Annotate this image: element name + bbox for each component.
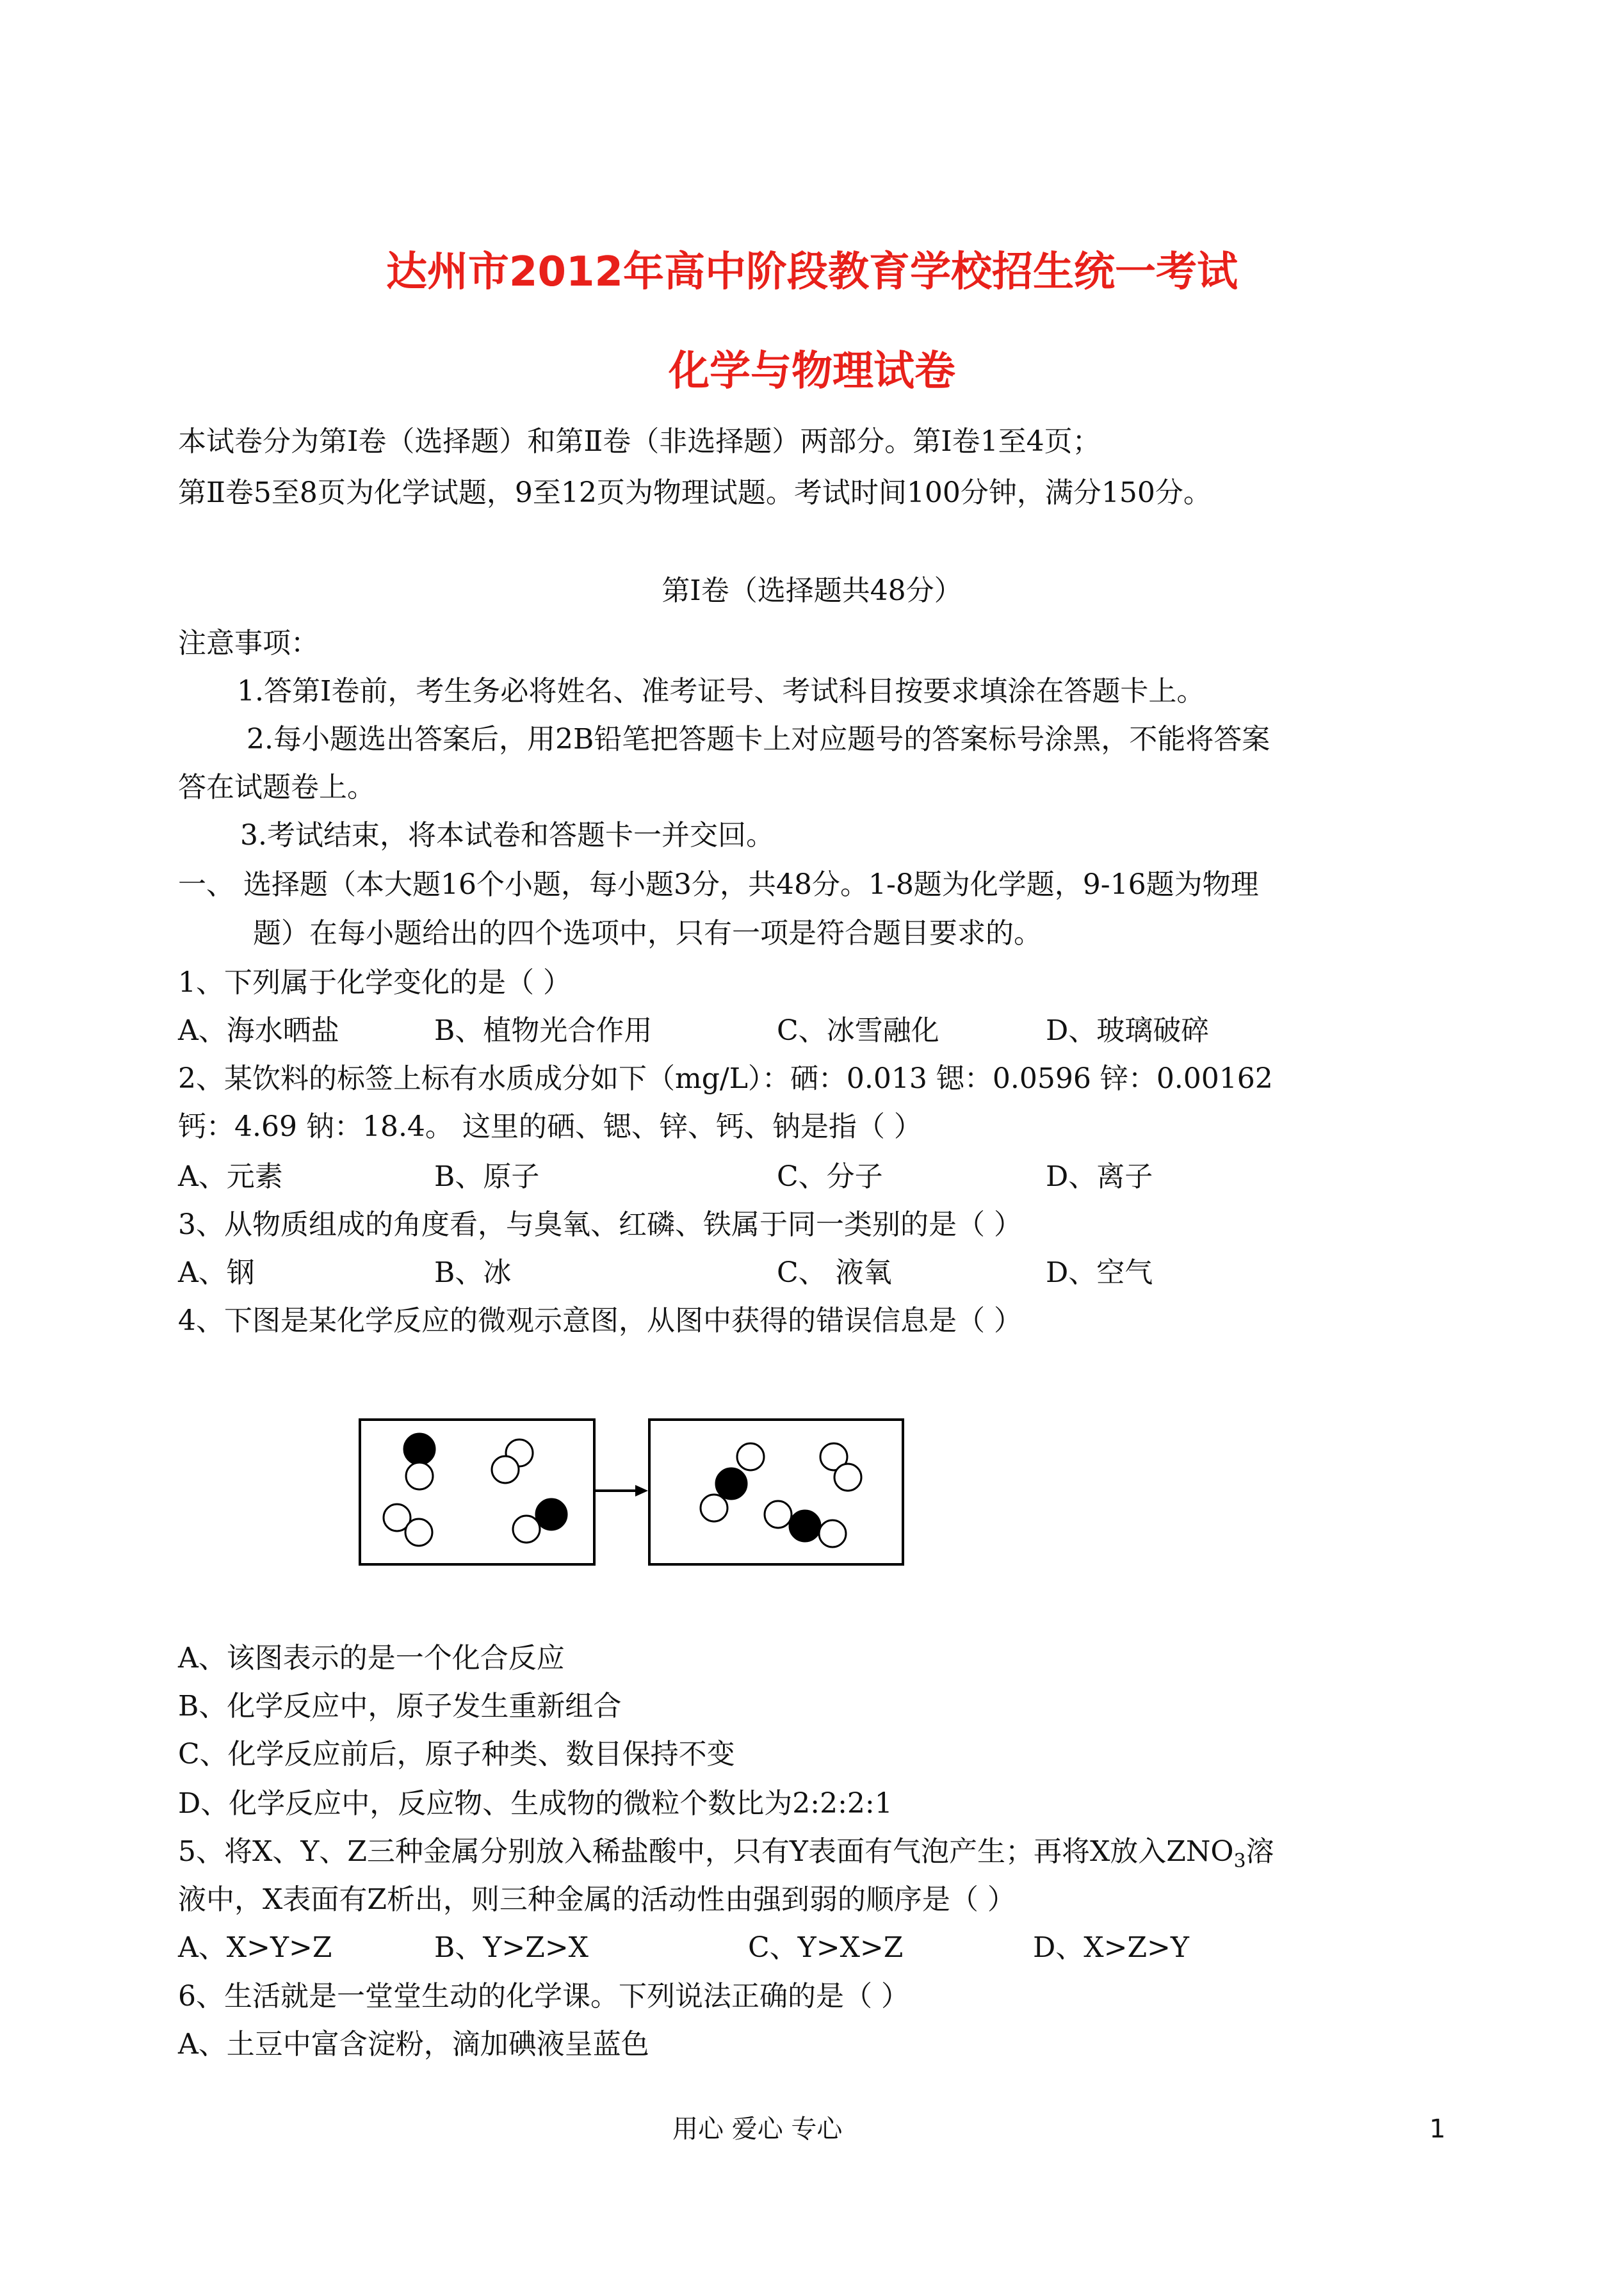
reactants-box bbox=[360, 1420, 594, 1564]
question-4-option-c: C、化学反应前后，原子种类、数目保持不变 bbox=[178, 1738, 735, 1771]
option-c: C、冰雪融化 bbox=[777, 1014, 939, 1047]
option-b: B、Y>Z>X bbox=[434, 1931, 589, 1964]
question-2-stem-1: 2、某饮料的标签上标有水质成分如下（mg/L）：硒：0.013 锶：0.0596 锌：0.00162 bbox=[178, 1062, 1273, 1095]
question-6-option-a: A、土豆中富含淀粉，滴加碘液呈蓝色 bbox=[178, 2028, 649, 2061]
option-d: D、玻璃破碎 bbox=[1046, 1014, 1210, 1047]
notice-item-3: 3.考试结束，将本试卷和答题卡一并交回。 bbox=[240, 819, 774, 852]
option-a: A、钢 bbox=[178, 1256, 255, 1289]
notice-label: 注意事项： bbox=[178, 627, 319, 660]
option-a: A、X>Y>Z bbox=[178, 1931, 332, 1964]
option-d: D、离子 bbox=[1046, 1160, 1153, 1193]
option-c: C、Y>X>Z bbox=[748, 1931, 904, 1964]
footer-motto: 用心 爱心 专心 bbox=[672, 2114, 843, 2144]
reactant-molecule-1 bbox=[404, 1434, 435, 1489]
subscript-3: 3 bbox=[1233, 1849, 1246, 1872]
option-b: B、植物光合作用 bbox=[434, 1014, 653, 1047]
notice-item-1: 1.答第Ⅰ卷前，考生务必将姓名、准考证号、考试科目按要求填涂在答题卡上。 bbox=[237, 675, 1205, 708]
question-2-stem-2: 钙：4.69 钠：18.4。 这里的硒、锶、锌、钙、钠是指（ ） bbox=[178, 1110, 922, 1143]
page-number: 1 bbox=[1429, 2114, 1446, 2144]
option-c: C、分子 bbox=[777, 1160, 883, 1193]
question-1-stem: 1、下列属于化学变化的是（ ） bbox=[178, 966, 571, 999]
part1-heading: 第Ⅰ卷（选择题共48分） bbox=[662, 574, 962, 607]
option-a: A、海水晒盐 bbox=[178, 1014, 339, 1047]
reactant-molecule-3 bbox=[384, 1504, 432, 1546]
option-d: D、X>Z>Y bbox=[1033, 1931, 1189, 1964]
question-5-stem-1-text: 5、将X、Y、Z三种金属分别放入稀盐酸中，只有Y表面有气泡产生；再将X放入ZNO bbox=[178, 1835, 1234, 1868]
section-heading-line-1: 一、 选择题（本大题16个小题，每小题3分，共48分。1-8题为化学题，9-16题为物理 bbox=[178, 868, 1259, 901]
exam-subtitle: 化学与物理试卷 bbox=[669, 348, 955, 395]
exam-title: 达州市2012年高中阶段教育学校招生统一考试 bbox=[386, 248, 1238, 296]
option-b: B、原子 bbox=[434, 1160, 540, 1193]
question-4-option-d: D、化学反应中，反应物、生成物的微粒个数比为2:2:2:1 bbox=[178, 1787, 893, 1820]
intro-line-1: 本试卷分为第Ⅰ卷（选择题）和第Ⅱ卷（非选择题）两部分。第Ⅰ卷1至4页； bbox=[178, 425, 1101, 458]
option-d: D、空气 bbox=[1046, 1256, 1153, 1289]
reactant-molecule-2 bbox=[492, 1439, 533, 1483]
intro-line-2: 第Ⅱ卷5至8页为化学试题，9至12页为物理试题。考试时间100分钟，满分150分。 bbox=[178, 476, 1212, 509]
reaction-diagram bbox=[359, 1418, 1063, 1585]
question-3-stem: 3、从物质组成的角度看，与臭氧、红磷、铁属于同一类别的是（ ） bbox=[178, 1208, 1022, 1241]
reaction-arrow bbox=[596, 1485, 648, 1496]
products-box bbox=[649, 1420, 903, 1564]
option-b: B、冰 bbox=[434, 1256, 512, 1289]
reactant-molecule-4 bbox=[513, 1499, 567, 1543]
notice-item-2-cont: 答在试题卷上。 bbox=[178, 771, 375, 804]
question-5-stem-1 bbox=[178, 1833, 1274, 1871]
notice-item-2: 2.每小题选出答案后，用2B铅笔把答题卡上对应题号的答案标号涂黑，不能将答案 bbox=[247, 723, 1271, 756]
product-molecule-3 bbox=[765, 1501, 846, 1547]
question-5-stem-1-end: 溶 bbox=[1246, 1835, 1274, 1868]
option-a: A、元素 bbox=[178, 1160, 283, 1193]
question-4-option-b: B、化学反应中，原子发生重新组合 bbox=[178, 1690, 622, 1723]
question-5-stem-2: 液中，X表面有Z析出，则三种金属的活动性由强到弱的顺序是（ ） bbox=[178, 1883, 1016, 1916]
option-c: C、 液氧 bbox=[777, 1256, 892, 1289]
question-4-stem: 4、下图是某化学反应的微观示意图，从图中获得的错误信息是（ ） bbox=[178, 1304, 1022, 1337]
product-molecule-2 bbox=[820, 1443, 861, 1491]
product-molecule-1 bbox=[701, 1443, 764, 1521]
section-heading-line-2: 题）在每小题给出的四个选项中，只有一项是符合题目要求的。 bbox=[253, 917, 1042, 950]
question-4-option-a: A、该图表示的是一个化合反应 bbox=[178, 1642, 565, 1675]
question-6-stem: 6、生活就是一堂堂生动的化学课。下列说法正确的是（ ） bbox=[178, 1980, 909, 2013]
